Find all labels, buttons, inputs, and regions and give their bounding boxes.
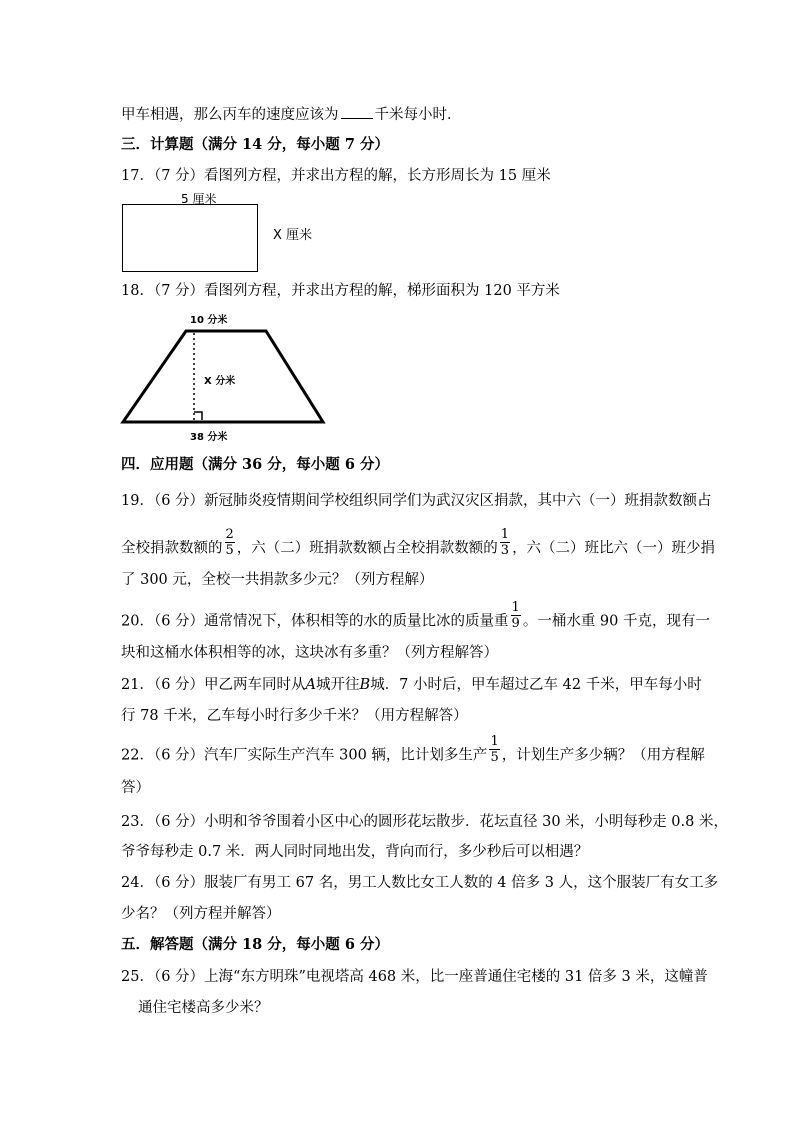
line-text: 22．（6 分）汽车厂实际生产汽车 300 辆，比计划多生产 — [121, 747, 488, 764]
line-text: ，六（二）班捐款数额占全校捐款数额的 — [236, 540, 498, 557]
trap-height-label: X 分米 — [204, 376, 236, 387]
fraction — [225, 527, 235, 558]
line-text: 全校捐款数额的 — [121, 540, 223, 557]
section-heading-4: 四．应用题（满分 36 分，每小题 6 分） — [121, 456, 389, 473]
question-25: 25．（6 分）上海“东方明珠”电视塔高 468 米，比一座普通住宅楼的 31 倍多 3 米，这幢普 — [121, 969, 708, 985]
fraction-denominator: 9 — [511, 616, 520, 631]
question-20-cont: 块和这桶水体积相等的冰，这块冰有多重？（列方程解答） — [121, 645, 498, 661]
line-text: 千米每小时． — [374, 107, 462, 123]
fraction — [500, 527, 510, 558]
fraction-numerator: 1 — [511, 600, 520, 615]
question-21-cont: 行 78 千米，乙车每小时行多少千米？（用方程解答） — [121, 708, 468, 724]
line-text: 城．7 小时后，甲车超过乙车 42 千米，甲车每小时 — [370, 677, 702, 693]
right-angle-mark — [194, 412, 202, 420]
question-21 — [121, 675, 702, 695]
question-19-cont — [121, 527, 716, 564]
line-text: A — [305, 677, 317, 693]
question-22-cont: 答） — [121, 780, 150, 796]
question-24: 24．（6 分）服装厂有男工 67 名，男工人数比女工人数的 4 倍多 3 人，这个服装厂有女工多 — [121, 875, 719, 891]
line-text: 21．（6 分）甲乙两车同时从 — [121, 677, 306, 693]
section-heading-5: 五．解答题（满分 18 分，每小题 6 分） — [121, 936, 389, 953]
fraction-numerator: 1 — [490, 734, 499, 749]
line-text: 城开往 — [316, 677, 360, 693]
question-24-cont: 少名？（列方程并解答） — [121, 906, 281, 922]
line-text: B — [359, 677, 371, 693]
fraction-denominator: 3 — [500, 543, 510, 558]
question-23-cont: 爷爷每秒走 0.7 米．两人同时同地出发，背向而行，多少秒后可以相遇？ — [121, 844, 589, 860]
fraction-numerator: 2 — [225, 527, 234, 542]
question-22 — [121, 734, 705, 771]
line-text: 20．（6 分）通常情况下，体积相等的水的质量比冰的质量重 — [121, 613, 509, 630]
trap-bottom-label: 38 分米 — [190, 432, 228, 443]
question-23: 23．（6 分）小明和爷爷围着小区中心的圆形花坛散步．花坛直径 30 米，小明每秒走 0.8 米， — [121, 814, 728, 830]
fraction — [489, 734, 499, 765]
fraction-denominator: 5 — [490, 750, 499, 765]
question-19-cont: 了 300 元，全校一共捐款多少元？（列方程解） — [121, 572, 434, 588]
trap-top-label: 10 分米 — [190, 315, 228, 326]
rect-width-label: 5 厘米 — [181, 192, 217, 206]
question-20 — [121, 600, 710, 637]
question-25-cont: 通住宅楼高多少米？ — [138, 1000, 269, 1016]
question-18: 18．（7 分）看图列方程，并求出方程的解，梯形面积为 120 平方米 — [121, 283, 560, 299]
text-line — [121, 104, 462, 125]
rect-height-label: X 厘米 — [273, 228, 313, 243]
section-heading-3: 三．计算题（满分 14 分，每小题 7 分） — [121, 136, 389, 153]
line-text: 甲车相遇，那么丙车的速度应该为 — [121, 107, 339, 123]
fraction — [511, 600, 521, 631]
line-text: 。一桶水重 90 千克，现有一 — [522, 613, 710, 630]
fraction-denominator: 5 — [225, 543, 234, 558]
question-19: 19．（6 分）新冠肺炎疫情期间学校组织同学们为武汉灾区捐款，其中六（一）班捐款数额占 — [121, 493, 712, 509]
question-17: 17．（7 分）看图列方程，并求出方程的解，长方形周长为 15 厘米 — [121, 168, 551, 184]
trapezoid-figure — [118, 310, 328, 446]
line-text: ，六（二）班比六（一）班少捐 — [512, 540, 716, 557]
fraction-numerator: 1 — [500, 527, 510, 542]
rectangle-figure — [122, 204, 258, 272]
answer-blank — [341, 104, 373, 119]
line-text: ，计划生产多少辆？（用方程解 — [501, 747, 705, 764]
